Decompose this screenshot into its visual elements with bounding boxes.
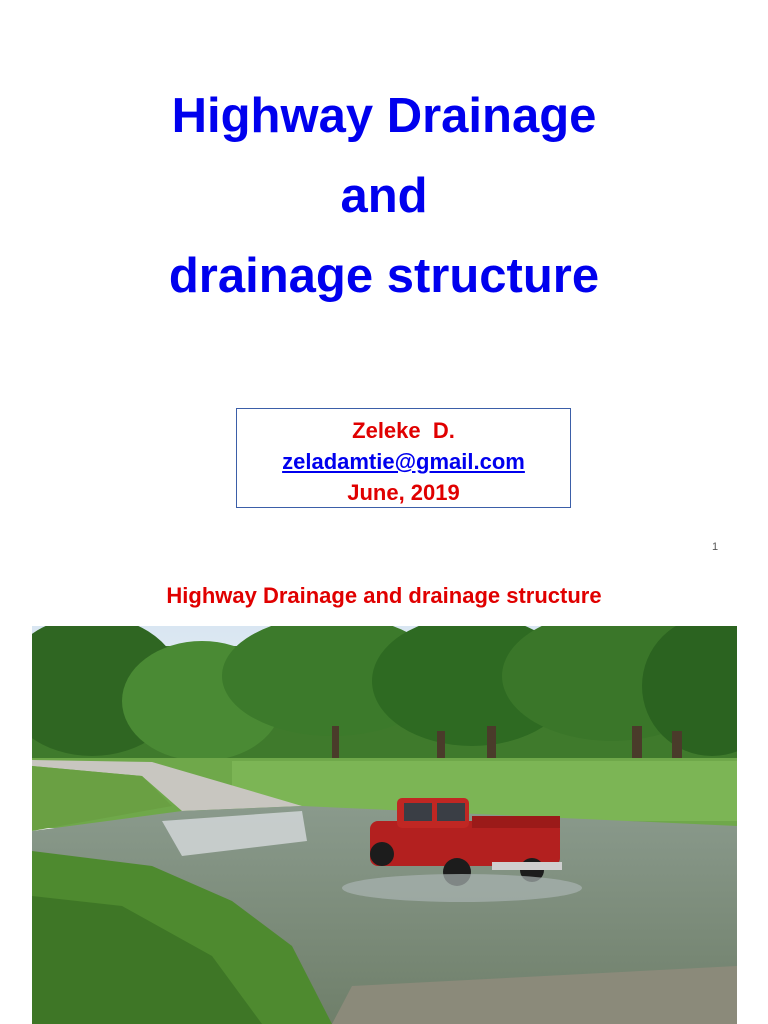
author-email-link[interactable]: zeladamtie@gmail.com: [282, 449, 525, 474]
author-name: Zeleke D.: [352, 418, 455, 443]
title-line-3: drainage structure: [168, 249, 600, 303]
title-line-2: and: [340, 169, 428, 223]
slide-2-heading: Highway Drainage and drainage structure: [166, 583, 602, 608]
flooded-road-photo: [32, 626, 737, 1024]
presentation-date: June, 2019: [347, 480, 460, 505]
page-number: 1: [712, 541, 719, 553]
slide-title: [0, 76, 768, 316]
author-info-box: [236, 408, 571, 508]
title-line-1: Highway Drainage: [171, 89, 597, 143]
